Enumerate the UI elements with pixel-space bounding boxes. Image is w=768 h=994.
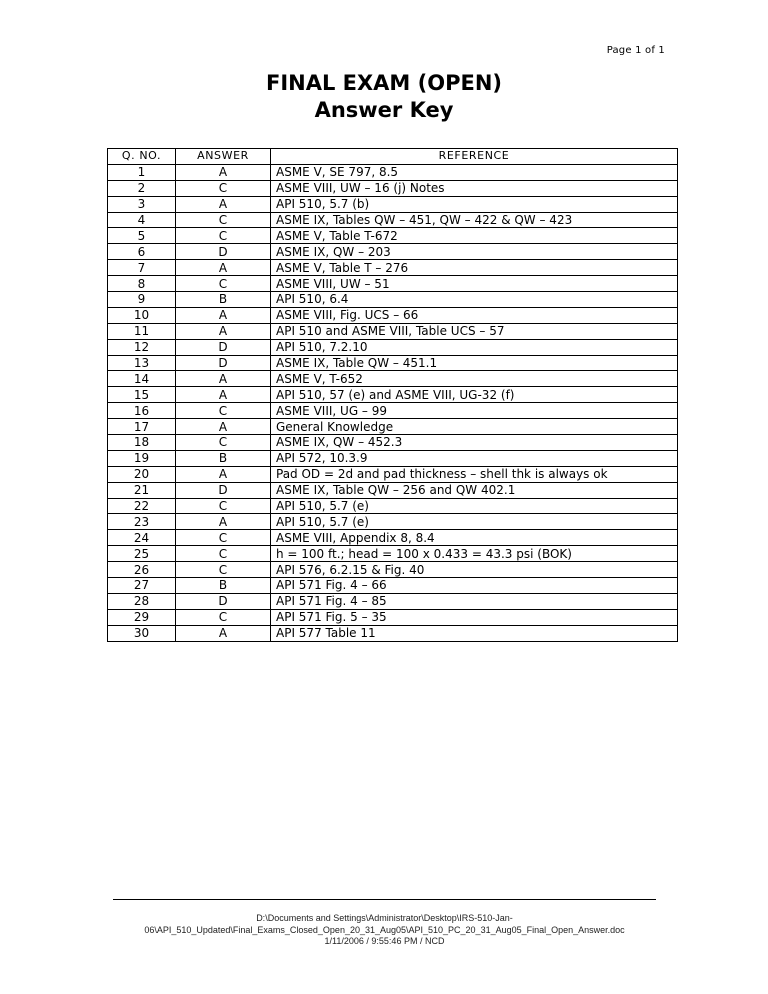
table-row bbox=[108, 625, 678, 641]
table-row bbox=[108, 593, 678, 609]
title-line-1: FINAL EXAM (OPEN) bbox=[265, 71, 503, 95]
cell-q-no: 20 bbox=[108, 466, 176, 482]
table-row bbox=[108, 450, 678, 466]
footer-line-2: 06\API_510_Updated\Final_Exams_Closed_Open_20_31_Aug05\API_510_PC_20_31_Aug05_Final_Open_Answer.doc bbox=[144, 924, 625, 935]
cell-reference: API 510, 6.4 bbox=[271, 292, 678, 308]
table-row bbox=[108, 355, 678, 371]
cell-q-no: 2 bbox=[108, 180, 176, 196]
cell-answer: A bbox=[176, 307, 271, 323]
cell-q-no: 21 bbox=[108, 482, 176, 498]
table-row bbox=[108, 562, 678, 578]
cell-reference: API 510, 7.2.10 bbox=[271, 339, 678, 355]
cell-reference: API 577 Table 11 bbox=[271, 625, 678, 641]
cell-reference: ASME V, Table T – 276 bbox=[271, 260, 678, 276]
cell-reference: ASME V, SE 797, 8.5 bbox=[271, 164, 678, 180]
cell-answer: D bbox=[176, 339, 271, 355]
page-number: Page 1 of 1 bbox=[606, 45, 665, 56]
cell-answer: A bbox=[176, 260, 271, 276]
cell-reference: ASME VIII, Fig. UCS – 66 bbox=[271, 307, 678, 323]
cell-reference: API 510 and ASME VIII, Table UCS – 57 bbox=[271, 323, 678, 339]
table-row bbox=[108, 403, 678, 419]
table-row bbox=[108, 339, 678, 355]
cell-reference: General Knowledge bbox=[271, 419, 678, 435]
cell-q-no: 7 bbox=[108, 260, 176, 276]
cell-q-no: 9 bbox=[108, 292, 176, 308]
cell-answer: A bbox=[176, 419, 271, 435]
cell-answer: C bbox=[176, 180, 271, 196]
cell-reference: h = 100 ft.; head = 100 x 0.433 = 43.3 psi (BOK) bbox=[271, 546, 678, 562]
table-row bbox=[108, 435, 678, 451]
table-row bbox=[108, 530, 678, 546]
table-body bbox=[108, 164, 678, 641]
cell-answer: C bbox=[176, 212, 271, 228]
cell-answer: A bbox=[176, 514, 271, 530]
cell-answer: A bbox=[176, 466, 271, 482]
table-header-row bbox=[108, 149, 678, 165]
cell-answer: A bbox=[176, 371, 271, 387]
cell-answer: D bbox=[176, 355, 271, 371]
cell-reference: API 571 Fig. 4 – 85 bbox=[271, 593, 678, 609]
cell-answer: C bbox=[176, 403, 271, 419]
cell-reference: API 510, 5.7 (b) bbox=[271, 196, 678, 212]
header-q-no: Q. NO. bbox=[108, 149, 176, 165]
cell-q-no: 8 bbox=[108, 276, 176, 292]
cell-answer: D bbox=[176, 593, 271, 609]
footer-divider bbox=[113, 899, 656, 900]
table-row bbox=[108, 260, 678, 276]
table-row bbox=[108, 212, 678, 228]
table-row bbox=[108, 546, 678, 562]
cell-reference: ASME IX, QW – 452.3 bbox=[271, 435, 678, 451]
table-row bbox=[108, 164, 678, 180]
cell-answer: A bbox=[176, 387, 271, 403]
footer-line-1: D:\Documents and Settings\Administrator\Desktop\IRS-510-Jan- bbox=[256, 913, 513, 923]
cell-answer: A bbox=[176, 625, 271, 641]
cell-reference: API 572, 10.3.9 bbox=[271, 450, 678, 466]
table-row bbox=[108, 292, 678, 308]
table-row bbox=[108, 323, 678, 339]
cell-reference: ASME IX, Tables QW – 451, QW – 422 & QW – 423 bbox=[271, 212, 678, 228]
cell-q-no: 14 bbox=[108, 371, 176, 387]
cell-q-no: 10 bbox=[108, 307, 176, 323]
cell-answer: C bbox=[176, 276, 271, 292]
cell-answer: C bbox=[176, 546, 271, 562]
table-row bbox=[108, 196, 678, 212]
cell-reference: API 510, 5.7 (e) bbox=[271, 498, 678, 514]
cell-reference: API 510, 57 (e) and ASME VIII, UG-32 (f) bbox=[271, 387, 678, 403]
cell-reference: ASME V, T-652 bbox=[271, 371, 678, 387]
cell-q-no: 3 bbox=[108, 196, 176, 212]
cell-reference: ASME IX, Table QW – 451.1 bbox=[271, 355, 678, 371]
table-row bbox=[108, 482, 678, 498]
cell-q-no: 26 bbox=[108, 562, 176, 578]
title-line-2: Answer Key bbox=[314, 98, 454, 122]
cell-q-no: 13 bbox=[108, 355, 176, 371]
cell-q-no: 16 bbox=[108, 403, 176, 419]
table-row bbox=[108, 276, 678, 292]
answer-key-table bbox=[107, 148, 678, 642]
cell-q-no: 24 bbox=[108, 530, 176, 546]
cell-q-no: 11 bbox=[108, 323, 176, 339]
cell-q-no: 15 bbox=[108, 387, 176, 403]
cell-answer: C bbox=[176, 228, 271, 244]
cell-answer: A bbox=[176, 196, 271, 212]
table-row bbox=[108, 609, 678, 625]
table-row bbox=[108, 371, 678, 387]
cell-answer: C bbox=[176, 498, 271, 514]
header-answer: ANSWER bbox=[176, 149, 271, 165]
cell-answer: D bbox=[176, 482, 271, 498]
cell-q-no: 5 bbox=[108, 228, 176, 244]
cell-reference: ASME VIII, UG – 99 bbox=[271, 403, 678, 419]
cell-q-no: 28 bbox=[108, 593, 176, 609]
cell-answer: C bbox=[176, 530, 271, 546]
footer-line-3: 1/11/2006 / 9:55:46 PM / NCD bbox=[324, 936, 445, 946]
cell-answer: B bbox=[176, 450, 271, 466]
cell-q-no: 23 bbox=[108, 514, 176, 530]
cell-answer: B bbox=[176, 578, 271, 594]
cell-q-no: 25 bbox=[108, 546, 176, 562]
cell-q-no: 29 bbox=[108, 609, 176, 625]
cell-q-no: 27 bbox=[108, 578, 176, 594]
table-row bbox=[108, 419, 678, 435]
cell-reference: ASME IX, Table QW – 256 and QW 402.1 bbox=[271, 482, 678, 498]
cell-answer: C bbox=[176, 562, 271, 578]
cell-reference: ASME VIII, Appendix 8, 8.4 bbox=[271, 530, 678, 546]
cell-q-no: 4 bbox=[108, 212, 176, 228]
cell-q-no: 18 bbox=[108, 435, 176, 451]
cell-reference: API 576, 6.2.15 & Fig. 40 bbox=[271, 562, 678, 578]
header-reference: REFERENCE bbox=[271, 149, 678, 165]
document-title bbox=[0, 70, 768, 124]
cell-answer: A bbox=[176, 323, 271, 339]
cell-reference: ASME IX, QW – 203 bbox=[271, 244, 678, 260]
cell-q-no: 6 bbox=[108, 244, 176, 260]
cell-q-no: 30 bbox=[108, 625, 176, 641]
cell-q-no: 1 bbox=[108, 164, 176, 180]
footer-path bbox=[113, 913, 656, 948]
cell-q-no: 22 bbox=[108, 498, 176, 514]
cell-q-no: 19 bbox=[108, 450, 176, 466]
table-row bbox=[108, 387, 678, 403]
cell-answer: D bbox=[176, 244, 271, 260]
cell-answer: C bbox=[176, 435, 271, 451]
table-row bbox=[108, 180, 678, 196]
cell-answer: B bbox=[176, 292, 271, 308]
cell-q-no: 12 bbox=[108, 339, 176, 355]
cell-answer: A bbox=[176, 164, 271, 180]
cell-reference: API 510, 5.7 (e) bbox=[271, 514, 678, 530]
table-row bbox=[108, 228, 678, 244]
table-row bbox=[108, 244, 678, 260]
table-row bbox=[108, 578, 678, 594]
cell-reference: API 571 Fig. 5 – 35 bbox=[271, 609, 678, 625]
table-row bbox=[108, 498, 678, 514]
table-row bbox=[108, 466, 678, 482]
table-row bbox=[108, 514, 678, 530]
cell-reference: ASME VIII, UW – 51 bbox=[271, 276, 678, 292]
cell-reference: API 571 Fig. 4 – 66 bbox=[271, 578, 678, 594]
cell-q-no: 17 bbox=[108, 419, 176, 435]
cell-reference: ASME V, Table T-672 bbox=[271, 228, 678, 244]
cell-reference: ASME VIII, UW – 16 (j) Notes bbox=[271, 180, 678, 196]
cell-answer: C bbox=[176, 609, 271, 625]
table-row bbox=[108, 307, 678, 323]
cell-reference: Pad OD = 2d and pad thickness – shell thk is always ok bbox=[271, 466, 678, 482]
